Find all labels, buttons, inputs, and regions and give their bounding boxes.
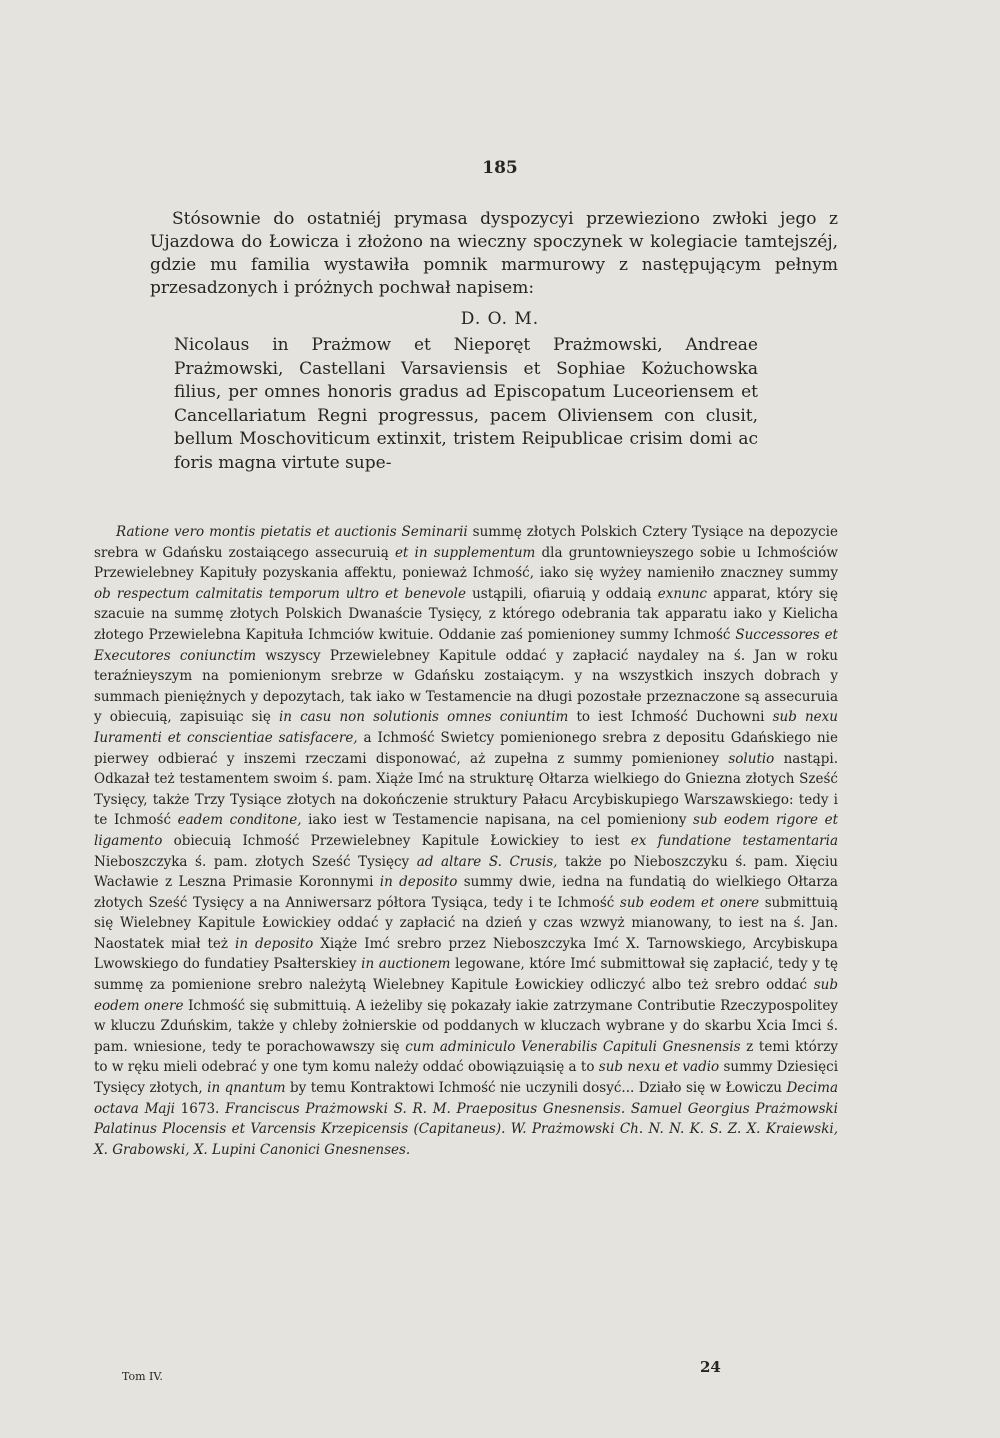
footnote-run: in qnantum [207,1080,286,1097]
signature-mark: 24 [700,1358,721,1376]
footnote-run: Franciscus Prażmowski S. R. M. Praepositus Gnesnensis. Samuel Georgius Prażmowski Palatinus Plocensis et Varcensis Krzepicensis (Capitaneus). W. Prażmowski Ch. N. N. K. S. Z. X. Kraiewski, X. Grabowski, X. Lupini Canonici Gnesnenses. [94,1100,838,1158]
footnote-run: apparat, który się szacuie na summę złotych Polskich Dwanaście Tysięcy, z którego odebrania tak apparatu iako y Kielicha złotego Przewielebna Kapituła Ichmciów kwituie. Oddanie zaś pomienioney summy Ichmość [94,585,838,643]
footnote-run: submittuią się Wielebney Kapitule Łowickiey oddać y zapłacić na dzień y czas wzwyż mianowany, to iest na ś. Jan. Naostatek miał też [94,894,838,952]
footnote-run: ad altare S. Crusis, [416,853,558,870]
footnote-run: iako iest w Testamencie napisana, na cel pomieniony [301,812,694,829]
main-paragraph-text: Stósownie do ostatniéj prymasa dyspozycyi przewieziono zwłoki jego z Ujazdowa do Łowicza i złożono na wieczny spoczynek w kolegiacie tamtejszéj, gdzie mu familia wystawiła pomnik marmurowy z następującym pełnym przesadzonych i próżnych pochwał napisem: [150,209,838,298]
footnote-run: Decima octava Maji [94,1080,838,1117]
footnote-run: sub eodem rigore et ligamento [94,812,838,849]
footnote-run: nastąpi. Odkazał też testamentem swoim ś. pam. Xiąże Imć na strukturę Ołtarza wielkiego do Gniezna złotych Sześć Tysięcy, także Trzy Tysiące złotych na dokończenie struktury Pałacu Arcybiskupiego Warszawskiego: tedy i te Ichmość [94,750,838,829]
footnote-run: exnunc [657,585,707,602]
page-number: 185 [482,158,518,178]
footnote-run: Ratione vero montis pietatis et auctionis Seminarii [116,524,468,540]
footnote-run: in casu non solutionis omnes coniuntim [278,709,569,726]
footnote-run: summę złotych Polskich Cztery Tysiące na depozycie srebra w Gdańsku zostaiącego assecuruią [94,524,838,561]
footnote-run: z temi którzy to w ręku mieli odebrać y one tym komu należy oddać obowiązuiąsię a to [94,1038,838,1076]
footnote-run: legowane, które Imć submittował się zapłacić, tedy y tę summę za pomienione srebro należytą Wielebney Kapitule Łowickiey odliczyć albo też srebro oddać [94,956,838,994]
footnote-run: a Ichmość Swietcy pomienionego srebra z depositu Gdańskiego nie pierwey odbierać y inszemi rzeczami disponować, aż zupełna z summy pomienioney [94,729,838,767]
footnote-run: sub nexu et vadio [598,1059,720,1076]
footnote-run: obiecuią Ichmość Przewielebney Kapitule Łowickiey to iest [162,832,631,849]
footnote-run: także po Nieboszczyku ś. pam. Xięciu Wacławie z Leszna Primasie Koronnymi [94,853,838,891]
footnote-run: in deposito [235,935,314,952]
footnote-run: Successores et Executores coniunctim [94,626,838,664]
footnote-run: Xiąże Imć srebro przez Nieboszczyka Imć X. Tarnowskiego, Arcybiskupa Lwowskiego do fundatiey Psałterskiey [94,935,838,973]
footnote-run: sub eodem onere [94,977,838,1014]
footnote-run: eadem conditone, [177,812,302,829]
footnote-run: 1673. [174,1100,226,1117]
footnote-run: sub eodem et onere [619,894,760,911]
volume-label: Tom IV. [122,1370,163,1383]
footnote-run: summy Dziesięci Tysięcy złotych, [94,1059,839,1097]
footnote-run: in deposito [379,874,458,891]
epitaph-text [174,334,758,476]
footnote-run: ob respectum calmitatis temporum ultro et benevole [94,585,466,602]
footnote-run: solutio [728,750,775,767]
footnote-run: to iest Ichmość Duchowni [568,709,773,726]
footnote-run: Ichmość się submittuią. A ieżeliby się pokazały iakie zatrzymane Contributie Rzeczypospolitey w kluczu Zduńskim, także y chleby żołnierskie od poddanych w kluczach wybrane y do skarbu Xcia Imci ś. pam. wniesione, tedy te porachowawszy się [94,997,838,1055]
footnote [94,522,838,1160]
epitaph-body: Nicolaus in Prażmow et Nieporęt Prażmowski, Andreae Prażmowski, Castellani Varsaviensis et Sophiae Kożuchowska filius, per omnes honoris gradus ad Episcopatum Luceoriensem et Cancellariatum Regni progressus, pacem Oliviensem con clusit, bellum Moschoviticum extinxit, tristem Reipublicae crisim domi ac foris magna virtute supe- [174,335,758,473]
footnote-run: summy dwie, iedna na fundatią do wielkiego Ołtarza złotych Sześć Tysięcy a na Anniwersarz półtora Tysiąca, tedy i te Ichmość [94,874,838,911]
footnote-run: Nieboszczyka ś. pam. złotych Sześć Tysięcy [94,853,417,870]
footnote-run: ustąpili, ofiaruią y oddaią [465,585,658,602]
footnote-run: wszyscy Przewielebney Kapitule oddać y zapłacić naydaley na ś. Jan w roku teraźnieyszym na pomienionym srebrze w Gdańsku zostaiącym. y na wszystkich inszych dobrach y summach pieniężnych y depozytach, tak iako w Testamencie na długi pozostałe przeznaczone są assecuruia y obiecuią, zapisuiąc się [94,647,838,726]
footnote-run: in auctionem [361,956,451,973]
footnote-run: by temu Kontraktowi Ichmość nie uczynili dosyć... Działo się w Łowiczu [285,1080,787,1097]
footnote-run: sub nexu Iuramenti et conscientiae satisfacere, [94,709,838,746]
footnote-run: ex fundatione testamentaria [630,832,839,849]
footnote-run: dla gruntownieyszego sobie u Ichmościów Przewielebney Kapituły pozyskania affektu, ponieważ Ichmość, iako się wyżey namieniło znaczney summy [94,544,838,582]
footnote-run: et in supplementum [394,544,536,561]
main-paragraph [150,208,838,300]
epitaph-heading: D. O. M. [460,309,540,329]
footnote-run: cum adminiculo Venerabilis Capituli Gnesnensis [405,1038,741,1055]
footnote-body [94,524,838,1158]
